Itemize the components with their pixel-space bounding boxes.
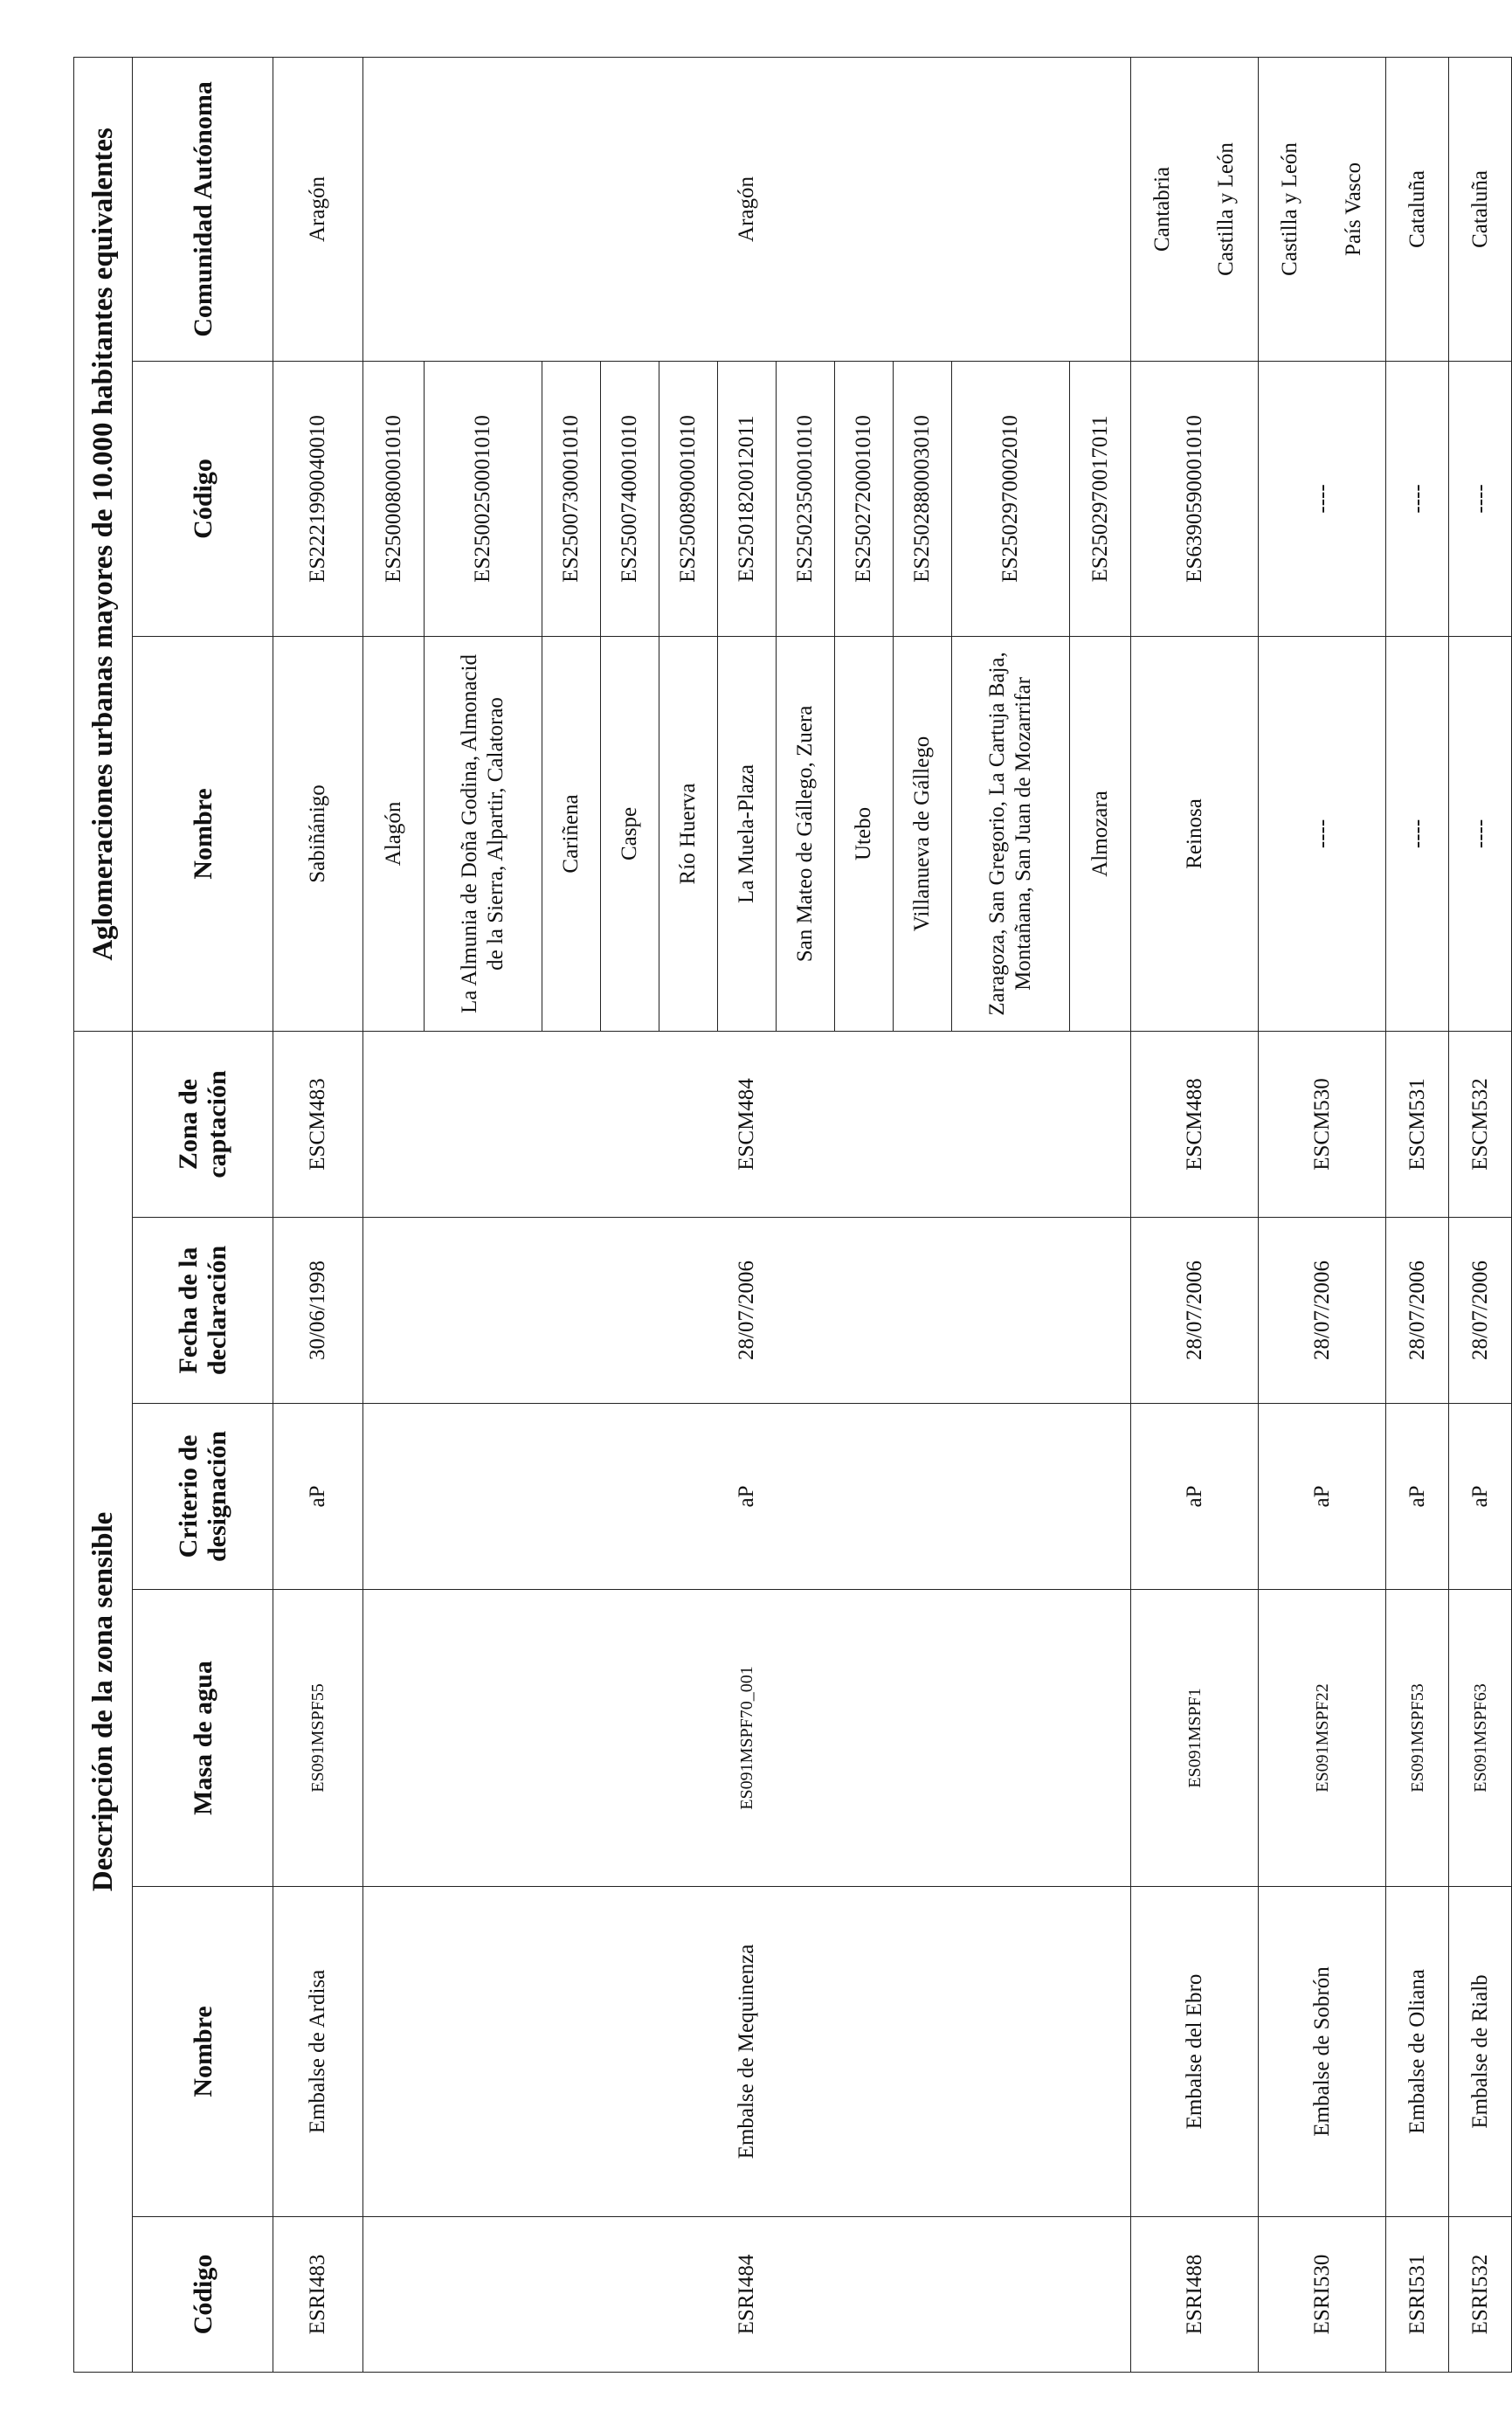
cell-criterio: aP bbox=[1449, 1404, 1512, 1590]
cell-nombre: Embalse de Mequinenza bbox=[363, 1887, 1131, 2217]
cell-comunidad: Castilla y León bbox=[1259, 57, 1322, 361]
cell-ag-nombre: Alagón bbox=[363, 636, 425, 1031]
cell-comunidad: País Vasco bbox=[1322, 57, 1386, 361]
cell-ag-codigo: ES2502970017011 bbox=[1070, 361, 1131, 636]
cell-ag-nombre: Utebo bbox=[835, 636, 894, 1031]
cell-zona: ESCM530 bbox=[1259, 1031, 1386, 1217]
cell-ag-nombre: Reinosa bbox=[1131, 636, 1259, 1031]
cell-criterio: aP bbox=[273, 1404, 363, 1590]
cell-ag-nombre: La Muela-Plaza bbox=[718, 636, 777, 1031]
cell-masa: ES091MSPF63 bbox=[1449, 1590, 1512, 1887]
col-header-ag-nombre: Nombre bbox=[133, 636, 273, 1031]
cell-masa: ES091MSPF70_001 bbox=[363, 1590, 1131, 1887]
cell-masa: ES091MSPF55 bbox=[273, 1590, 363, 1887]
cell-zona: ESCM488 bbox=[1131, 1031, 1259, 1217]
cell-comunidad: Cataluña bbox=[1449, 57, 1512, 361]
col-header-masa: Masa de agua bbox=[133, 1590, 273, 1887]
cell-fecha: 30/06/1998 bbox=[273, 1218, 363, 1404]
cell-ag-codigo: ES2500250001010 bbox=[425, 361, 542, 636]
cell-ag-codigo: ES2502350001010 bbox=[777, 361, 835, 636]
cell-ag-nombre: Cariñena bbox=[542, 636, 601, 1031]
cell-ag-codigo: ES2502970002010 bbox=[952, 361, 1070, 636]
cell-ag-nombre: Caspe bbox=[601, 636, 659, 1031]
cell-zona: ESCM483 bbox=[273, 1031, 363, 1217]
cell-codigo: ESRI532 bbox=[1449, 2217, 1512, 2373]
cell-comunidad: Cataluña bbox=[1386, 57, 1449, 361]
cell-ag-nombre: ---- bbox=[1259, 636, 1386, 1031]
section-header-left: Descripción de la zona sensible bbox=[74, 1031, 133, 2372]
cell-ag-nombre: Zaragoza, San Gregorio, La Cartuja Baja, Montañana, San Juan de Mozarrifar bbox=[952, 636, 1070, 1031]
cell-nombre: Embalse de Sobrón bbox=[1259, 1887, 1386, 2217]
col-header-comunidad: Comunidad Autónoma bbox=[133, 57, 273, 361]
cell-nombre: Embalse de Rialb bbox=[1449, 1887, 1512, 2217]
column-header-row bbox=[133, 57, 273, 2372]
cell-ag-nombre: Sabiñánigo bbox=[273, 636, 363, 1031]
cell-ag-codigo: ES2502720001010 bbox=[835, 361, 894, 636]
cell-criterio: aP bbox=[1259, 1404, 1386, 1590]
section-header-row bbox=[74, 57, 133, 2372]
cell-nombre: Embalse del Ebro bbox=[1131, 1887, 1259, 2217]
cell-ag-nombre: ---- bbox=[1386, 636, 1449, 1031]
col-header-nombre: Nombre bbox=[133, 1887, 273, 2217]
table-row bbox=[363, 57, 425, 2372]
table-row bbox=[1131, 57, 1195, 2372]
cell-codigo: ESRI488 bbox=[1131, 2217, 1259, 2373]
cell-ag-codigo: ES2500730001010 bbox=[542, 361, 601, 636]
table-row bbox=[273, 57, 363, 2372]
cell-ag-codigo: ES2502880003010 bbox=[894, 361, 952, 636]
cell-comunidad: Aragón bbox=[273, 57, 363, 361]
cell-fecha: 28/07/2006 bbox=[1449, 1218, 1512, 1404]
col-header-fecha: Fecha de la declaración bbox=[133, 1218, 273, 1404]
cell-masa: ES091MSPF22 bbox=[1259, 1590, 1386, 1887]
cell-codigo: ESRI483 bbox=[273, 2217, 363, 2373]
cell-ag-codigo: ---- bbox=[1386, 361, 1449, 636]
cell-ag-nombre: La Almunia de Doña Godina, Almonacid de la Sierra, Alpartir, Calatorao bbox=[425, 636, 542, 1031]
table-row bbox=[1449, 57, 1512, 2372]
cell-masa: ES091MSPF1 bbox=[1131, 1590, 1259, 1887]
cell-zona: ESCM531 bbox=[1386, 1031, 1449, 1217]
cell-ag-codigo: ES2500890001010 bbox=[659, 361, 718, 636]
cell-ag-codigo: ---- bbox=[1449, 361, 1512, 636]
cell-ag-nombre: San Mateo de Gállego, Zuera bbox=[777, 636, 835, 1031]
cell-fecha: 28/07/2006 bbox=[363, 1218, 1131, 1404]
cell-ag-codigo: ES2500740001010 bbox=[601, 361, 659, 636]
section-header-right: Aglomeraciones urbanas mayores de 10.000 habitantes equivalentes bbox=[74, 57, 133, 1031]
cell-criterio: aP bbox=[1386, 1404, 1449, 1590]
cell-zona: ESCM484 bbox=[363, 1031, 1131, 1217]
cell-ag-nombre: ---- bbox=[1449, 636, 1512, 1031]
col-header-ag-codigo: Código bbox=[133, 361, 273, 636]
cell-zona: ESCM532 bbox=[1449, 1031, 1512, 1217]
cell-codigo: ESRI531 bbox=[1386, 2217, 1449, 2373]
cell-comunidad: Aragón bbox=[363, 57, 1131, 361]
cell-ag-codigo: ES2500080001010 bbox=[363, 361, 425, 636]
cell-fecha: 28/07/2006 bbox=[1386, 1218, 1449, 1404]
cell-nombre: Embalse de Ardisa bbox=[273, 1887, 363, 2217]
cell-masa: ES091MSPF53 bbox=[1386, 1590, 1449, 1887]
cell-comunidad: Cantabria bbox=[1131, 57, 1195, 361]
cell-ag-nombre: Villanueva de Gállego bbox=[894, 636, 952, 1031]
col-header-criterio: Criterio de designación bbox=[133, 1404, 273, 1590]
cell-nombre: Embalse de Oliana bbox=[1386, 1887, 1449, 2217]
col-header-zona: Zona de captación bbox=[133, 1031, 273, 1217]
table-row bbox=[1386, 57, 1449, 2372]
cell-fecha: 28/07/2006 bbox=[1131, 1218, 1259, 1404]
cell-codigo: ESRI530 bbox=[1259, 2217, 1386, 2373]
table-row bbox=[1259, 57, 1322, 2372]
sensitive-zones-table bbox=[73, 57, 1512, 2373]
cell-comunidad: Castilla y León bbox=[1195, 57, 1259, 361]
cell-fecha: 28/07/2006 bbox=[1259, 1218, 1386, 1404]
cell-ag-codigo: ES6390590001010 bbox=[1131, 361, 1259, 636]
cell-ag-codigo: ES2501820012011 bbox=[718, 361, 777, 636]
cell-ag-nombre: Río Huerva bbox=[659, 636, 718, 1031]
col-header-codigo: Código bbox=[133, 2217, 273, 2373]
cell-criterio: aP bbox=[1131, 1404, 1259, 1590]
cell-criterio: aP bbox=[363, 1404, 1131, 1590]
cell-ag-nombre: Almozara bbox=[1070, 636, 1131, 1031]
cell-codigo: ESRI484 bbox=[363, 2217, 1131, 2373]
cell-ag-codigo: ---- bbox=[1259, 361, 1386, 636]
cell-ag-codigo: ES2221990040010 bbox=[273, 361, 363, 636]
